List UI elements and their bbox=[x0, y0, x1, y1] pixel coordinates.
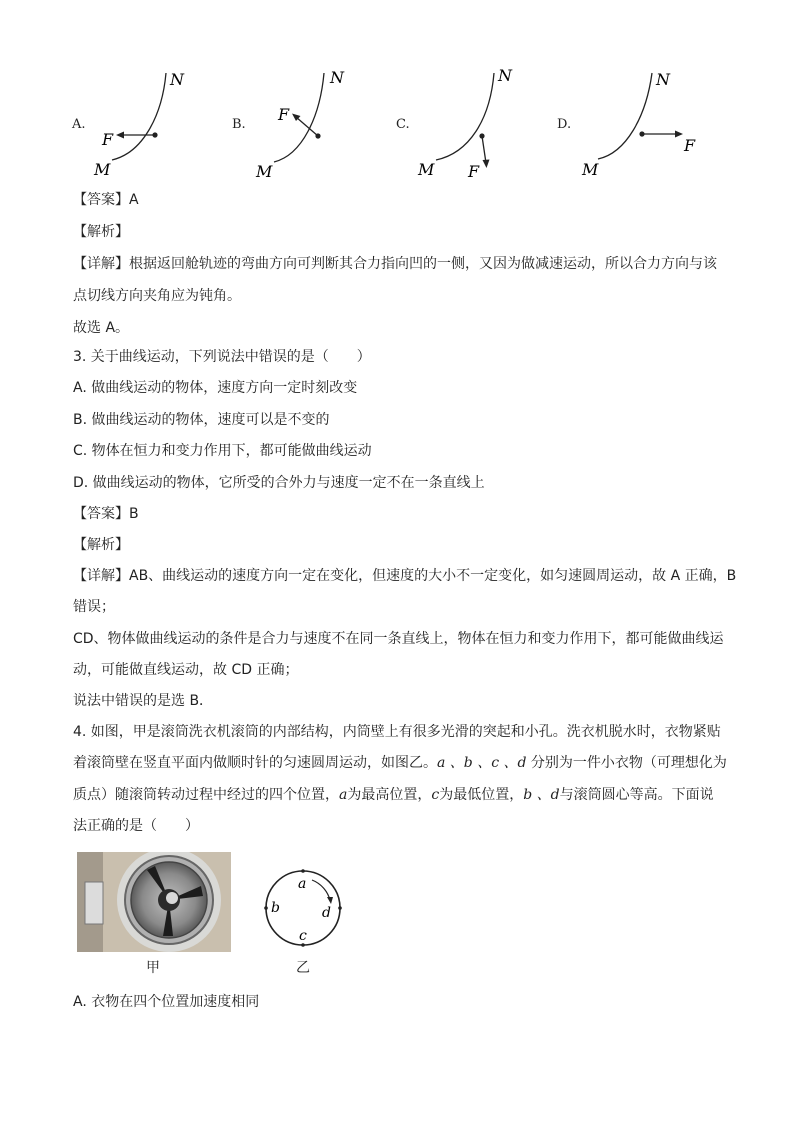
q3-option-b: B. 做曲线运动的物体，速度可以是不变的 bbox=[73, 412, 330, 428]
label-f: F bbox=[684, 136, 696, 155]
q4-stem-line4: 法正确的是（ ） bbox=[73, 818, 199, 834]
answer-value: B bbox=[129, 506, 139, 522]
washing-machine-photo bbox=[77, 852, 231, 952]
q2-conclusion: 故选 A。 bbox=[73, 320, 130, 336]
trajectory-curve bbox=[598, 73, 652, 159]
arrow-head bbox=[483, 160, 490, 169]
q3-detail-line4: 动，可能做直线运动，故 CD 正确； bbox=[73, 662, 299, 678]
q3-stem: 3. 关于曲线运动，下列说法中错误的是（ ） bbox=[73, 349, 371, 365]
var-a: a bbox=[339, 787, 348, 803]
q3-detail-line2: 错误； bbox=[73, 599, 115, 615]
label-n: N bbox=[170, 70, 184, 89]
q3-option-c: C. 物体在恒力和变力作用下，都可能做曲线运动 bbox=[73, 443, 372, 459]
label-n: N bbox=[330, 68, 344, 87]
trajectory-figure-a bbox=[90, 65, 200, 180]
q3-conclusion: 说法中错误的是选 B． bbox=[73, 693, 214, 709]
force-arrow bbox=[482, 136, 486, 163]
arrow-head bbox=[675, 131, 683, 138]
label-f: F bbox=[102, 130, 114, 149]
q2-detail-line1 bbox=[73, 254, 717, 274]
q3-option-a: A. 做曲线运动的物体，速度方向一定时刻改变 bbox=[73, 380, 358, 396]
q4-stem-line3 bbox=[73, 785, 714, 805]
position-vars: a 、b 、c 、d bbox=[437, 755, 527, 771]
q3-detail-line1 bbox=[73, 566, 736, 586]
trajectory-figure-d bbox=[576, 65, 706, 180]
fig-yi-caption: 乙 bbox=[296, 960, 310, 976]
drum-circle-diagram bbox=[258, 864, 348, 954]
trajectory-curve bbox=[436, 73, 494, 160]
label-m: M bbox=[94, 160, 111, 179]
q3-detail-line3: CD、物体做曲线运动的条件是合力与速度不在同一条直线上，物体在恒力和变力作用下，都可能做曲线运 bbox=[73, 631, 724, 647]
stem-text: 分别为一件小衣物（可理想化为 bbox=[526, 755, 727, 771]
label-c: c bbox=[299, 928, 307, 944]
q2-analysis-tag: 【解析】 bbox=[73, 224, 129, 240]
trajectory-figure-b bbox=[252, 65, 362, 180]
var-bd: b 、d bbox=[523, 787, 560, 803]
detail-tag: 【详解】 bbox=[73, 256, 129, 272]
label-f: F bbox=[468, 162, 480, 181]
arrow-head bbox=[116, 132, 124, 139]
q3-answer-line bbox=[73, 504, 139, 524]
detail-text: 根据返回舱轨迹的弯曲方向可判断其合力指向凹的一侧，又因为做减速运动，所以合力方向与该 bbox=[129, 256, 717, 272]
stem-text: 为最低位置， bbox=[439, 787, 524, 803]
stem-text: 质点）随滚筒转动过程中经过的四个位置， bbox=[73, 787, 339, 803]
stem-text: 与滚筒圆心等高。下面说 bbox=[559, 787, 714, 803]
stem-text: 着滚筒壁在竖直平面内做顺时针的匀速圆周运动，如图乙。 bbox=[73, 755, 437, 771]
point-a bbox=[301, 869, 305, 873]
label-d: d bbox=[322, 905, 331, 921]
detail-text: AB、曲线运动的速度方向一定在变化，但速度的大小不一定变化，如匀速圆周运动，故 A 正确，B bbox=[129, 568, 737, 584]
option-letter-d: D. bbox=[557, 117, 572, 132]
var-c: c bbox=[431, 787, 440, 803]
trajectory-figure-c bbox=[414, 65, 524, 185]
label-f: F bbox=[278, 105, 290, 124]
label-m: M bbox=[418, 160, 435, 179]
arrow-head bbox=[327, 897, 333, 904]
q3-option-d: D. 做曲线运动的物体，它所受的合外力与速度一定不在一条直线上 bbox=[73, 475, 485, 491]
answer-value: A bbox=[129, 192, 139, 208]
fig-jia-caption: 甲 bbox=[146, 960, 160, 976]
label-a: a bbox=[298, 876, 307, 892]
point-b bbox=[264, 906, 268, 910]
q2-detail-line2: 点切线方向夹角应为钝角。 bbox=[73, 288, 241, 304]
q4-stem-line1: 4. 如图，甲是滚筒洗衣机滚筒的内部结构，内筒壁上有很多光滑的突起和小孔。洗衣机脱水时，衣物紧贴 bbox=[73, 724, 721, 740]
trajectory-curve bbox=[112, 73, 166, 160]
label-m: M bbox=[256, 162, 273, 180]
stem-text: 为最高位置， bbox=[347, 787, 432, 803]
option-letter-c: C. bbox=[396, 117, 410, 132]
q4-stem-line2 bbox=[73, 753, 727, 773]
label-n: N bbox=[498, 66, 512, 85]
label-m: M bbox=[582, 160, 599, 179]
option-letter-b: B. bbox=[232, 117, 246, 132]
label-b: b bbox=[271, 900, 280, 916]
point-d bbox=[338, 906, 342, 910]
q4-option-a: A. 衣物在四个位置加速度相同 bbox=[73, 994, 260, 1010]
q2-answer-line bbox=[73, 190, 139, 210]
label-n: N bbox=[656, 70, 670, 89]
answer-tag: 【答案】 bbox=[73, 192, 129, 208]
detail-tag: 【详解】 bbox=[73, 568, 129, 584]
q3-analysis-tag: 【解析】 bbox=[73, 537, 129, 553]
answer-tag: 【答案】 bbox=[73, 506, 129, 522]
option-letter-a: A. bbox=[72, 117, 86, 132]
